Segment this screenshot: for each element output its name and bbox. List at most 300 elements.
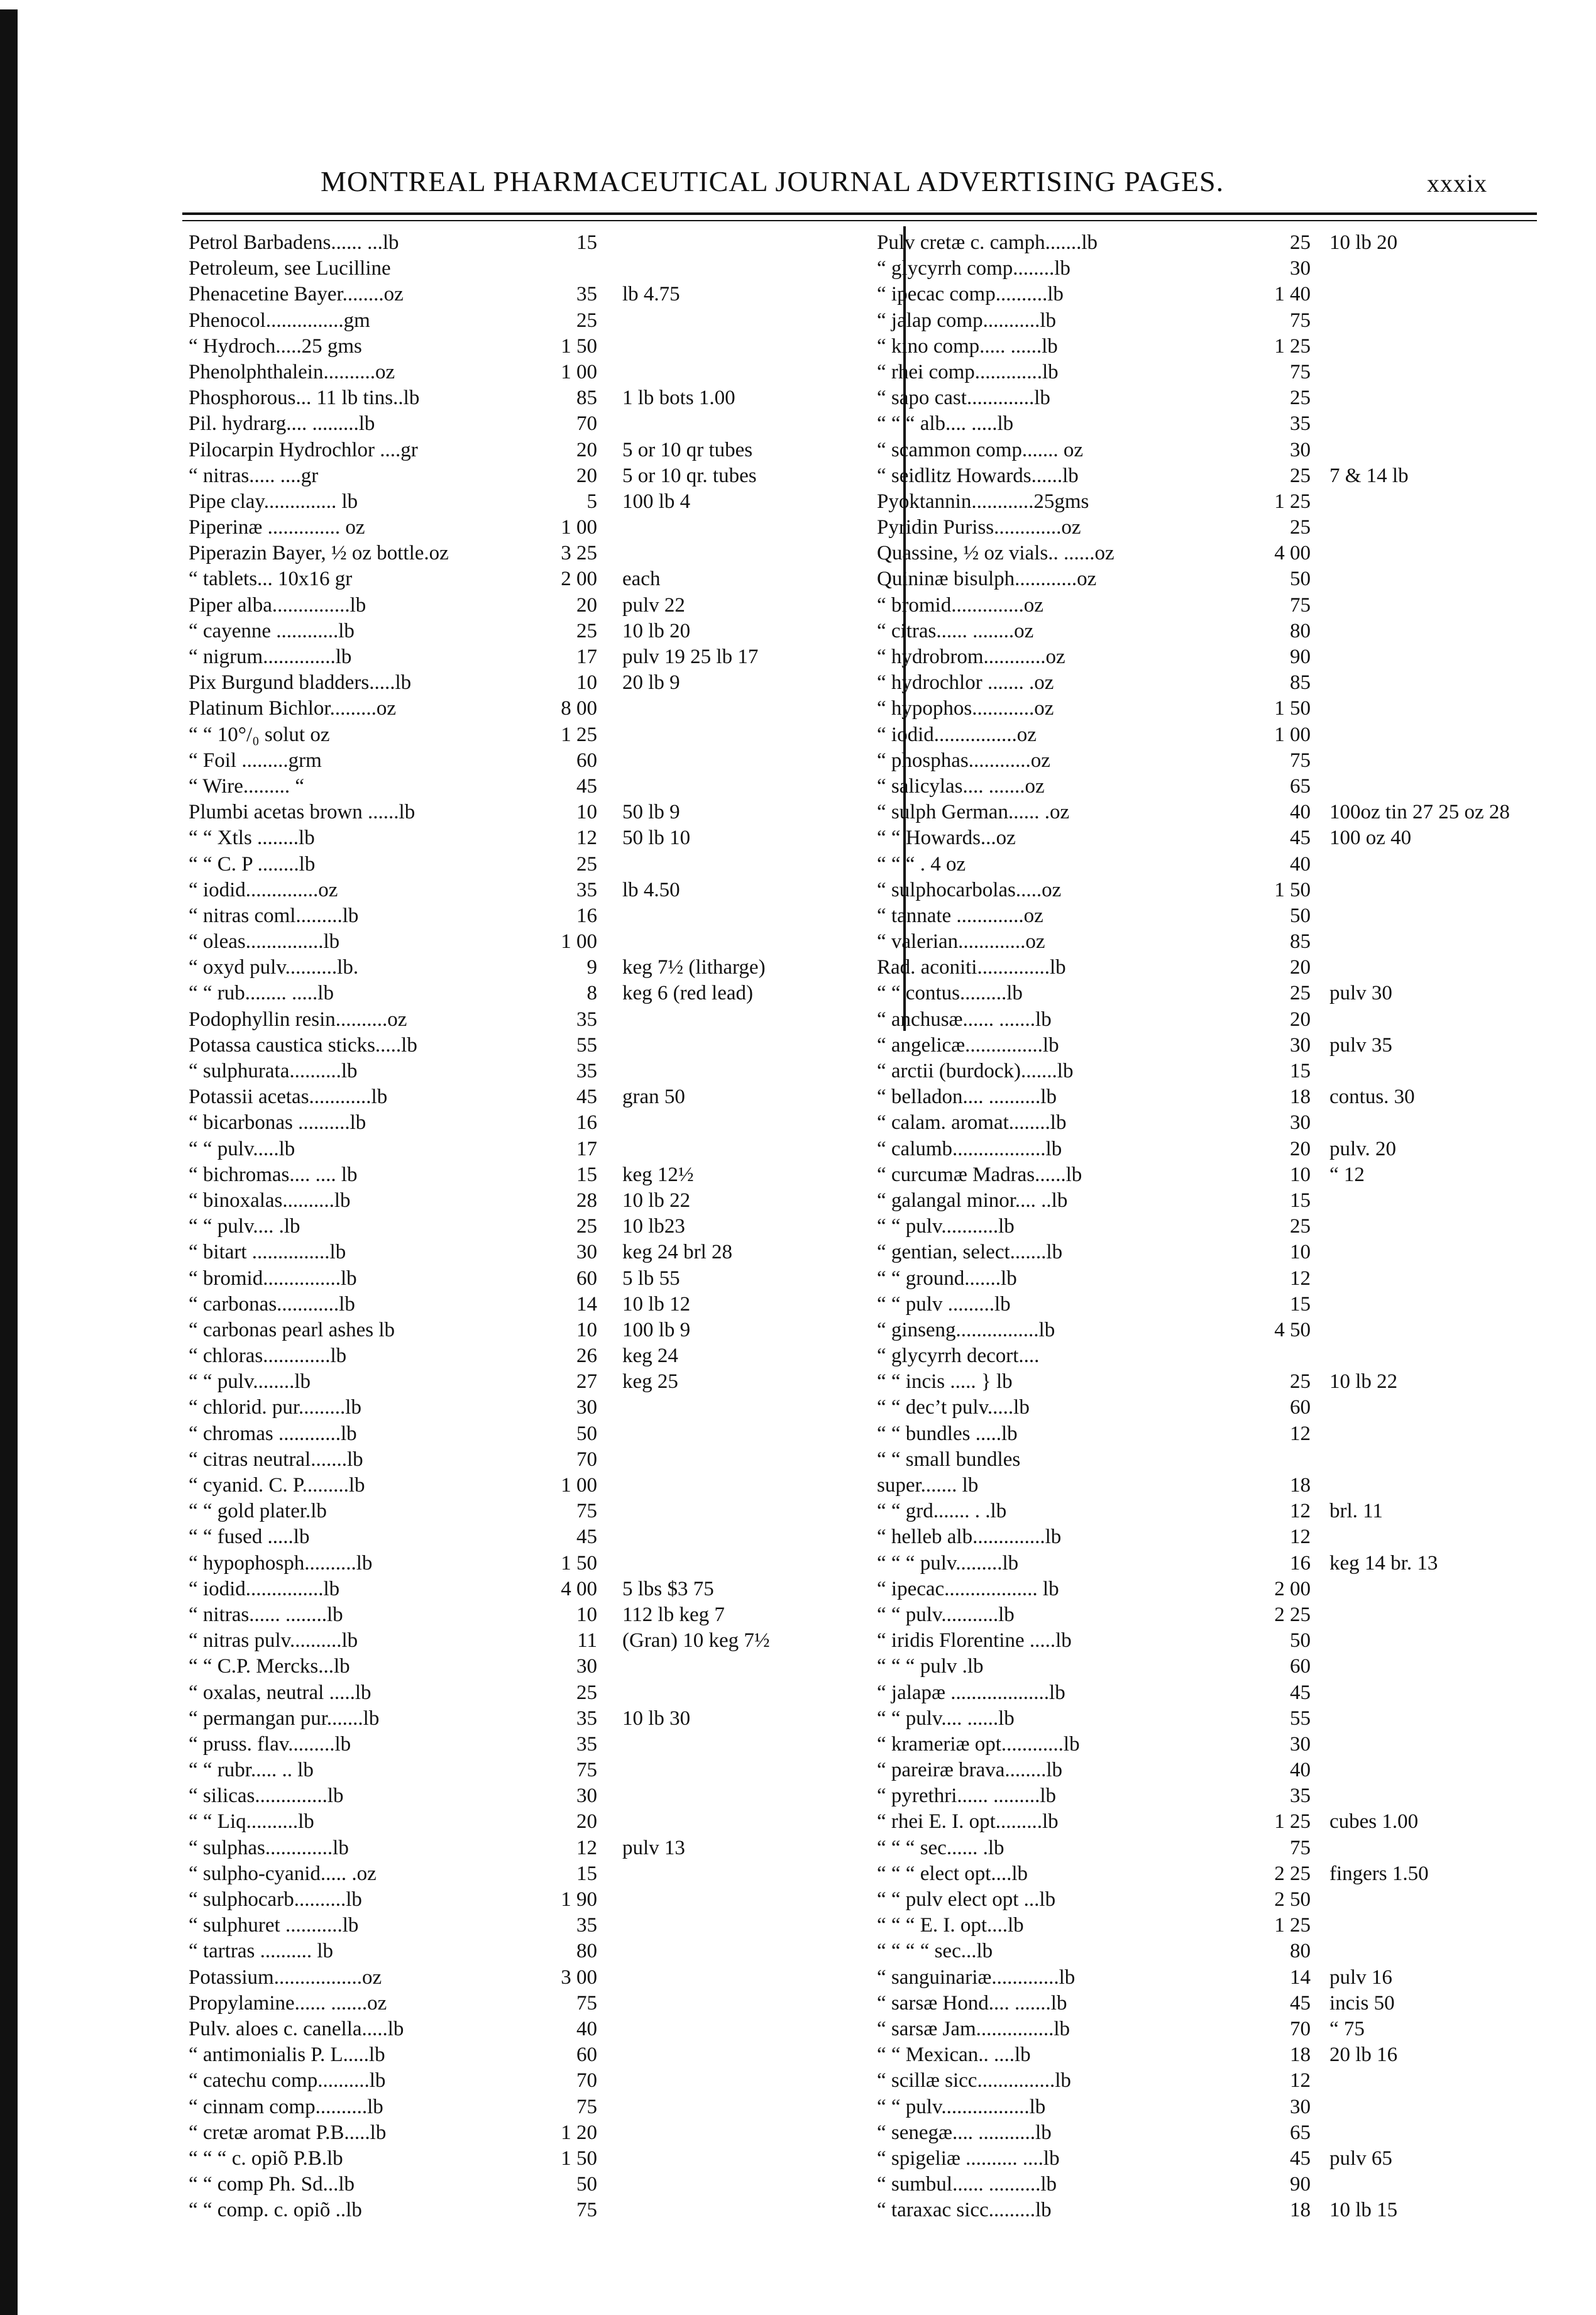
price-list-row <box>877 1317 1581 1343</box>
item-price: 90 <box>1290 2173 1311 2196</box>
price-list-row <box>877 308 1581 334</box>
item-name: “ “ pulv...........lb <box>877 1215 1015 1238</box>
item-name: Quininæ bisulph............oz <box>877 568 1097 591</box>
item-price: 10 <box>576 671 597 695</box>
item-price: 55 <box>576 1033 597 1057</box>
page-title: MONTREAL PHARMACEUTICAL JOURNAL ADVERTISING PAGES. <box>321 165 1225 197</box>
item-name: “ “ pulv .........lb <box>877 1292 1011 1316</box>
price-list-row <box>189 308 893 334</box>
item-note: pulv 35 <box>1329 1033 1392 1057</box>
price-list-row <box>877 1110 1581 1136</box>
item-name: “ sulpho-cyanid..... .oz <box>189 1862 377 1885</box>
price-list-row <box>877 1809 1581 1835</box>
price-list-row <box>189 463 893 489</box>
price-list-row <box>189 1214 893 1240</box>
item-name: “ citras neutral.......lb <box>189 1448 363 1471</box>
item-name: “ “ gold plater.lb <box>189 1500 327 1523</box>
item-name: Petroleum, see Lucilline <box>189 257 391 280</box>
item-note: 5 or 10 qr tubes <box>622 438 753 461</box>
item-price: 3 25 <box>561 542 597 565</box>
price-list-row <box>877 1576 1581 1602</box>
item-name: “ Foil .........grm <box>189 749 322 772</box>
price-list-row <box>189 282 893 307</box>
item-price: 50 <box>1290 904 1311 927</box>
item-price: 25 <box>1290 1370 1311 1394</box>
item-price: 85 <box>576 387 597 410</box>
price-list-row <box>189 1188 893 1214</box>
item-note: 20 lb 9 <box>622 671 680 695</box>
item-name: Propylamine...... .......oz <box>189 1991 387 2015</box>
item-name: “ “ “ elect opt....lb <box>877 1862 1028 1885</box>
price-list-row <box>877 1240 1581 1265</box>
item-name: “ “ pulv........lb <box>189 1370 311 1394</box>
item-price: 35 <box>576 1707 597 1730</box>
price-list-row <box>189 619 893 644</box>
price-list-row <box>189 1887 893 1913</box>
item-name: “ “ pulv...........lb <box>877 1603 1015 1626</box>
price-list-row <box>189 1498 893 1524</box>
item-note: pulv 16 <box>1329 1966 1392 1989</box>
price-list-row <box>189 593 893 619</box>
price-list-row <box>189 334 893 360</box>
item-name: “ hypophos............oz <box>877 697 1054 720</box>
item-price: 2 25 <box>1274 1862 1311 1885</box>
item-price: 25 <box>576 309 597 332</box>
item-name: “ “ “ E. I. opt....lb <box>877 1914 1024 1937</box>
item-price: 18 <box>1290 2199 1311 2222</box>
item-price: 20 <box>576 593 597 617</box>
price-list-row <box>877 1498 1581 1524</box>
item-name: Phenolphthalein..........oz <box>189 360 395 383</box>
item-name: Pilocarpin Hydrochlor ....gr <box>189 438 418 461</box>
item-price: 1 50 <box>1274 878 1311 901</box>
item-price: 30 <box>1290 1111 1311 1135</box>
price-list-row <box>877 1602 1581 1628</box>
item-price: 25 <box>1290 464 1311 487</box>
item-price: 17 <box>576 646 597 668</box>
item-name: “ “ dec’t pulv.....lb <box>877 1396 1030 1419</box>
item-price: 1 50 <box>561 1551 597 1575</box>
item-price: 20 <box>576 1810 597 1834</box>
price-list-row <box>189 852 893 877</box>
item-name: “ pyrethri...... .........lb <box>877 1784 1057 1808</box>
item-price: 85 <box>1290 930 1311 954</box>
item-price: 15 <box>576 1163 597 1186</box>
item-name: “ iridis Florentine .....lb <box>877 1629 1072 1652</box>
item-name: “ valerian.............oz <box>877 930 1045 954</box>
price-list-row <box>877 981 1581 1006</box>
item-price: 60 <box>576 1267 597 1290</box>
item-name: “ nitras...... ........lb <box>189 1603 343 1626</box>
price-list-row <box>877 670 1581 696</box>
price-list-row <box>189 541 893 566</box>
price-list-row <box>189 1732 893 1757</box>
price-list-row <box>189 877 893 903</box>
price-list-row <box>877 1395 1581 1421</box>
price-list-row <box>877 1783 1581 1809</box>
item-name: Rad. aconiti..............lb <box>877 956 1066 979</box>
item-price: 12 <box>1290 1526 1311 1549</box>
item-note: lb 4.75 <box>622 283 680 306</box>
header-rule-thin <box>182 220 1537 221</box>
price-list-row <box>189 1084 893 1110</box>
item-price: 65 <box>1290 2121 1311 2144</box>
item-price: 30 <box>576 1396 597 1419</box>
item-price: 30 <box>1290 1732 1311 1756</box>
item-name: “ glycyrrh decort.... <box>877 1344 1040 1368</box>
price-list-row <box>189 1783 893 1809</box>
item-name: “ bromid...............lb <box>189 1267 357 1290</box>
left-price-column <box>189 230 893 2223</box>
price-list-row <box>189 1343 893 1369</box>
item-price: 26 <box>576 1344 597 1368</box>
item-price: 75 <box>1290 360 1311 383</box>
item-name: “ sulphas.............lb <box>189 1836 349 1859</box>
item-note: 5 lb 55 <box>622 1267 680 1290</box>
item-price: 12 <box>1290 1267 1311 1290</box>
item-note: pulv 13 <box>622 1836 685 1859</box>
item-name: “ krameriæ opt............lb <box>877 1732 1080 1756</box>
price-list-row <box>189 2068 893 2094</box>
item-price: 50 <box>576 2173 597 2196</box>
item-name: “ phosphas............oz <box>877 749 1050 772</box>
item-name: “ chloras.............lb <box>189 1344 347 1368</box>
item-price: 15 <box>1290 1189 1311 1212</box>
item-name: “ catechu comp..........lb <box>189 2069 386 2092</box>
item-name: “ seidlitz Howards......lb <box>877 464 1079 487</box>
item-price: 55 <box>1290 1707 1311 1730</box>
item-price: 35 <box>576 1008 597 1031</box>
item-name: Pulv cretæ c. camph.......lb <box>877 231 1098 254</box>
item-note: 112 lb keg 7 <box>622 1603 725 1626</box>
item-price: 35 <box>576 878 597 901</box>
item-name: “ “ Xtls ........lb <box>189 827 315 850</box>
price-list-row <box>189 1861 893 1887</box>
item-note: keg 14 br. 13 <box>1329 1551 1438 1575</box>
price-list-row <box>877 1343 1581 1369</box>
price-list-row <box>189 489 893 515</box>
price-list-row <box>189 1991 893 2016</box>
item-price: 45 <box>1290 2147 1311 2170</box>
item-name: “ sumbul...... ..........lb <box>877 2173 1057 2196</box>
price-list-row <box>189 1240 893 1265</box>
item-price: 18 <box>1290 1086 1311 1109</box>
item-name: “ iodid..............oz <box>189 878 338 901</box>
item-name: “ “ pulv elect opt ...lb <box>877 1888 1056 1911</box>
item-price: 75 <box>576 1500 597 1523</box>
price-list-row <box>877 1887 1581 1913</box>
item-name: “ sulphocarbolas.....oz <box>877 878 1062 901</box>
item-name: “ “ pulv.... ......lb <box>877 1707 1015 1730</box>
item-note: 100 oz 40 <box>1329 827 1412 850</box>
price-list-row <box>877 1835 1581 1861</box>
price-list-row <box>189 981 893 1006</box>
page-number: xxxix <box>1427 169 1488 197</box>
item-price: 1 25 <box>1274 490 1311 513</box>
item-price: 65 <box>1290 774 1311 798</box>
price-list-row <box>877 825 1581 851</box>
item-price: 2 00 <box>561 568 597 591</box>
item-price: 75 <box>576 2199 597 2222</box>
item-name: “ senegæ.... ...........lb <box>877 2121 1052 2144</box>
item-name: “ “ Howards...oz <box>877 827 1016 850</box>
price-list-row <box>877 696 1581 722</box>
price-list-row <box>877 748 1581 774</box>
item-price: 1 00 <box>1274 723 1311 746</box>
item-note: each <box>622 568 661 591</box>
item-price: 45 <box>576 1526 597 1549</box>
price-list-row <box>189 670 893 696</box>
item-name: “ iodid...............lb <box>189 1577 340 1600</box>
item-name: “ hydrobrom............oz <box>877 646 1065 668</box>
price-list-row <box>877 1007 1581 1033</box>
item-price: 16 <box>576 1111 597 1135</box>
item-price: 75 <box>1290 309 1311 332</box>
item-price: 1 40 <box>1274 283 1311 306</box>
item-name: Pulv. aloes c. canella.....lb <box>189 2017 404 2040</box>
item-price: 70 <box>576 2069 597 2092</box>
price-list-row <box>877 1861 1581 1887</box>
item-price: 9 <box>586 956 597 979</box>
price-list-row <box>877 282 1581 307</box>
item-note: 10 lb 22 <box>1329 1370 1398 1394</box>
item-price: 20 <box>576 438 597 461</box>
price-list-row <box>189 1007 893 1033</box>
price-list-row <box>877 2172 1581 2197</box>
item-price: 75 <box>1290 1836 1311 1859</box>
item-price: 25 <box>1290 231 1311 254</box>
item-name: “ permangan pur.......lb <box>189 1707 380 1730</box>
item-note: 1 lb bots 1.00 <box>622 387 735 410</box>
item-price: 8 <box>586 982 597 1005</box>
price-list-row <box>877 1162 1581 1188</box>
item-price: 75 <box>576 1991 597 2015</box>
item-price: 40 <box>576 2017 597 2040</box>
item-price: 75 <box>1290 593 1311 617</box>
item-name: “ sarsæ Jam...............lb <box>877 2017 1070 2040</box>
item-note: 5 lbs $3 75 <box>622 1577 714 1600</box>
price-list-row <box>189 1395 893 1421</box>
price-list-row <box>189 696 893 722</box>
price-list-row <box>877 1266 1581 1292</box>
item-note: 50 lb 9 <box>622 801 680 824</box>
item-price: 75 <box>576 2095 597 2118</box>
item-name: Pyoktannin............25gms <box>877 490 1089 513</box>
item-price: 30 <box>1290 438 1311 461</box>
item-name: Platinum Bichlor.........oz <box>189 697 396 720</box>
price-list-row <box>189 722 893 748</box>
item-note: 100oz tin 27 25 oz 28 <box>1329 801 1510 824</box>
item-name: “ oxyd pulv..........lb. <box>189 956 359 979</box>
item-price: 70 <box>576 412 597 436</box>
item-note: (Gran) 10 keg 7½ <box>622 1629 770 1652</box>
item-price: 50 <box>576 1422 597 1445</box>
item-note: lb 4.50 <box>622 878 680 901</box>
price-list-row <box>189 1473 893 1498</box>
item-name: “ cyanid. C. P.........lb <box>189 1474 365 1497</box>
item-name: “ nitras..... ....gr <box>189 464 319 487</box>
item-price: 45 <box>1290 827 1311 850</box>
item-name: “ sapo cast.............lb <box>877 387 1050 410</box>
price-list-row <box>877 1214 1581 1240</box>
item-price: 40 <box>1290 1759 1311 1782</box>
item-name: Potassa caustica sticks.....lb <box>189 1033 417 1057</box>
price-list-row <box>189 955 893 981</box>
price-list-row <box>189 1654 893 1680</box>
item-name: Plumbi acetas brown ......lb <box>189 801 416 824</box>
item-name: “ bitart ...............lb <box>189 1241 346 1264</box>
price-list-row <box>877 2068 1581 2094</box>
item-price: 85 <box>1290 671 1311 695</box>
price-list-row <box>189 256 893 282</box>
item-price: 2 00 <box>1274 1577 1311 1600</box>
item-price: 35 <box>1290 412 1311 436</box>
item-name: “ scammon comp....... oz <box>877 438 1084 461</box>
item-note: pulv 22 <box>622 593 685 617</box>
item-name: “ cretæ aromat P.B.....lb <box>189 2121 387 2144</box>
item-name: super....... lb <box>877 1474 979 1497</box>
item-price: 28 <box>576 1189 597 1212</box>
item-price: 1 25 <box>1274 1914 1311 1937</box>
price-list-row <box>189 1965 893 1991</box>
item-name: “ sarsæ Hond.... .......lb <box>877 1991 1067 2015</box>
item-price: 8 00 <box>561 697 597 720</box>
item-price: 20 <box>576 464 597 487</box>
item-price: 15 <box>576 231 597 254</box>
item-price: 40 <box>1290 801 1311 824</box>
item-price: 16 <box>1290 1551 1311 1575</box>
item-price: 10 <box>576 1318 597 1341</box>
item-name: Piperinæ .............. oz <box>189 516 365 539</box>
item-name: Pipe clay.............. lb <box>189 490 358 513</box>
item-name: “ silicas..............lb <box>189 1784 344 1808</box>
item-name: Pyridin Puriss.............oz <box>877 516 1081 539</box>
page-header <box>321 165 1534 198</box>
price-list-row <box>189 1136 893 1162</box>
item-note: 10 lb 12 <box>622 1292 691 1316</box>
item-note: keg 24 <box>622 1344 678 1368</box>
item-name: Quassine, ½ oz vials.. ......oz <box>877 542 1114 565</box>
item-name: “ jalapæ ...................lb <box>877 1681 1065 1704</box>
price-list-row <box>877 1033 1581 1059</box>
item-name: “ “ rubr..... .. lb <box>189 1759 314 1782</box>
price-list-row <box>189 929 893 955</box>
price-list-row <box>189 1447 893 1473</box>
item-name: Potassii acetas............lb <box>189 1086 388 1109</box>
item-price: 12 <box>576 1836 597 1859</box>
item-name: “ belladon.... ..........lb <box>877 1086 1057 1109</box>
item-price: 10 <box>1290 1241 1311 1264</box>
item-note: contus. 30 <box>1329 1086 1415 1109</box>
item-price: 60 <box>576 749 597 772</box>
price-list-row <box>189 360 893 385</box>
item-price: 1 50 <box>561 334 597 358</box>
price-list-row <box>877 800 1581 825</box>
item-note: keg 7½ (litharge) <box>622 956 766 979</box>
item-price: 35 <box>576 1060 597 1082</box>
price-list-row <box>877 2146 1581 2172</box>
item-name: “ curcumæ Madras......lb <box>877 1163 1082 1186</box>
price-list-row <box>877 2197 1581 2223</box>
price-list-row <box>877 437 1581 463</box>
item-price: 18 <box>1290 2043 1311 2067</box>
item-note: 5 or 10 qr. tubes <box>622 464 757 487</box>
item-price: 12 <box>1290 2069 1311 2092</box>
price-list-row <box>877 1447 1581 1473</box>
item-name: “ iodid................oz <box>877 723 1037 746</box>
price-list-row <box>189 385 893 411</box>
item-price: 14 <box>576 1292 597 1316</box>
item-price: 35 <box>576 1732 597 1756</box>
item-price: 75 <box>1290 749 1311 772</box>
item-note: pulv. 20 <box>1329 1137 1397 1160</box>
item-price: 1 20 <box>561 2121 597 2144</box>
price-list-row <box>189 437 893 463</box>
item-price: 35 <box>576 283 597 306</box>
item-name: “ anchusæ...... .......lb <box>877 1008 1052 1031</box>
price-list-row <box>877 1913 1581 1938</box>
price-list-row <box>877 1991 1581 2016</box>
item-name: “ spigeliæ .......... ....lb <box>877 2147 1060 2170</box>
item-name: “ tartras .......... lb <box>189 1940 334 1963</box>
item-price: 30 <box>1290 2095 1311 2118</box>
price-list-row <box>877 1938 1581 1964</box>
item-price: 80 <box>576 1940 597 1963</box>
price-list-row <box>877 566 1581 592</box>
price-list-row <box>877 2094 1581 2120</box>
price-list-row <box>189 1421 893 1447</box>
item-name: “ “ “ “ sec...lb <box>877 1940 993 1963</box>
item-price: 1 25 <box>1274 1810 1311 1834</box>
price-list-row <box>189 1938 893 1964</box>
item-name: “ binoxalas..........lb <box>189 1189 351 1212</box>
item-name: “ “ Liq..........lb <box>189 1810 314 1834</box>
item-name: “ galangal minor.... ..lb <box>877 1189 1068 1212</box>
item-name: “ “ “ c. opiõ P.B.lb <box>189 2147 343 2170</box>
item-price: 4 00 <box>561 1577 597 1600</box>
item-price: 10 <box>1290 1163 1311 1186</box>
item-note: 10 lb23 <box>622 1215 685 1238</box>
price-list-row <box>189 1809 893 1835</box>
item-name: “ “ C.P. Mercks...lb <box>189 1655 350 1678</box>
item-name: “ sulphocarb..........lb <box>189 1888 362 1911</box>
price-list-row <box>877 1084 1581 1110</box>
item-name: Phosphorous... 11 lb tins..lb <box>189 387 420 410</box>
price-list-row <box>877 1188 1581 1214</box>
price-list-row <box>877 619 1581 644</box>
price-list-row <box>877 230 1581 256</box>
price-list-row <box>877 2120 1581 2146</box>
item-name: Podophyllin resin..........oz <box>189 1008 407 1031</box>
item-price: 25 <box>1290 387 1311 410</box>
price-list-row <box>189 1110 893 1136</box>
price-list-row <box>189 1162 893 1188</box>
item-price: 10 <box>576 1603 597 1626</box>
price-list-row <box>189 1317 893 1343</box>
item-price: 30 <box>576 1241 597 1264</box>
item-price: 30 <box>576 1784 597 1808</box>
price-list-row <box>877 644 1581 670</box>
price-list-row <box>189 411 893 437</box>
item-name: “ “ “ . 4 oz <box>877 852 966 876</box>
item-name: “ rhei E. I. opt.........lb <box>877 1810 1059 1834</box>
item-price: 1 25 <box>561 723 597 746</box>
item-name: “ oleas...............lb <box>189 930 340 954</box>
item-name: “ rhei comp.............lb <box>877 360 1059 383</box>
price-list-row <box>189 230 893 256</box>
item-name: “ “ “ pulv .lb <box>877 1655 984 1678</box>
item-name: Phenacetine Bayer........oz <box>189 283 404 306</box>
